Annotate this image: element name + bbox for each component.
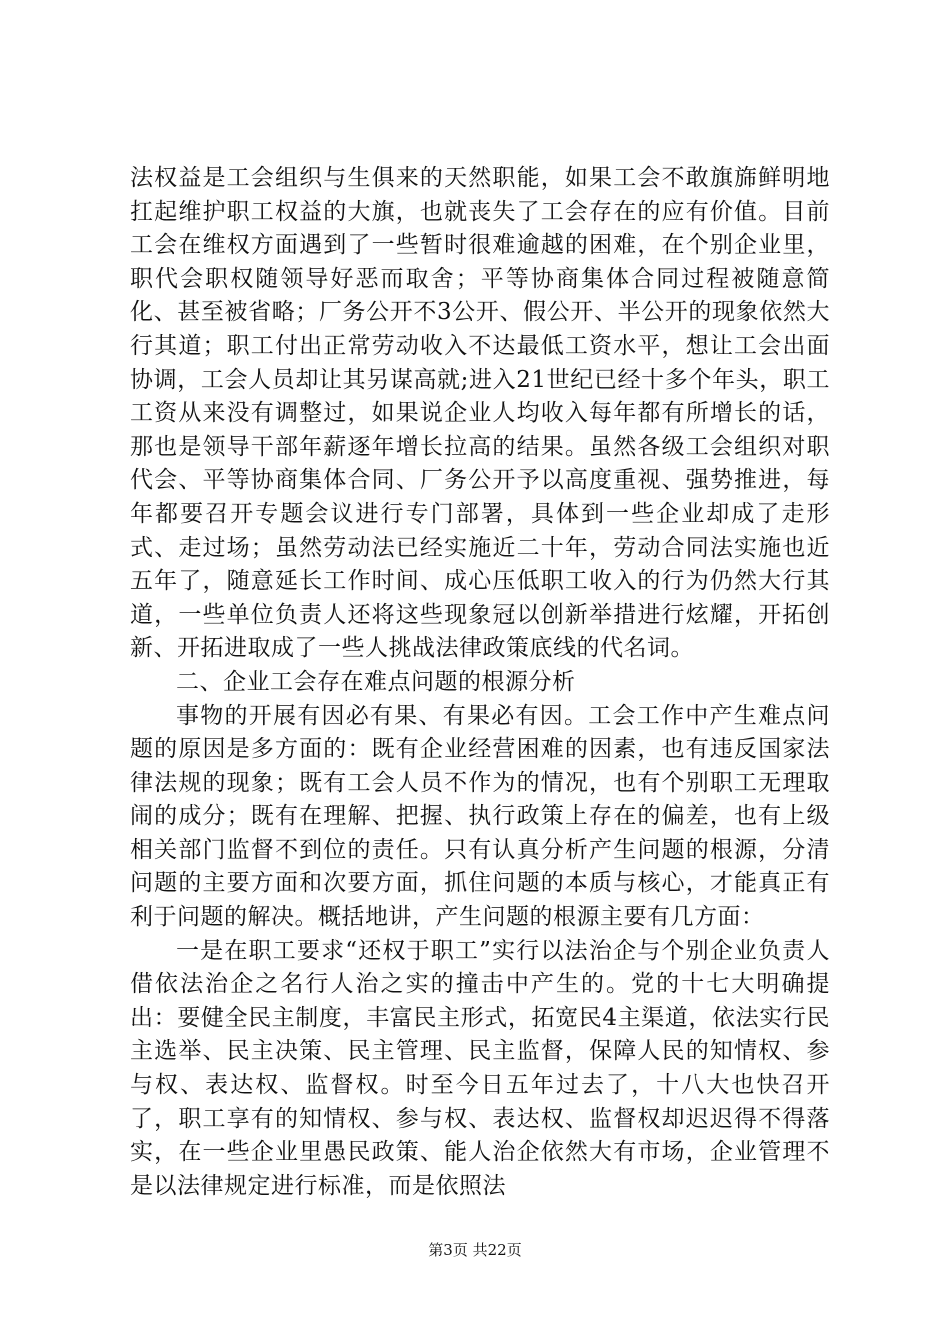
page-number-footer: 第3页 共22页 xyxy=(428,1241,522,1259)
section-heading: 二、企业工会存在难点问题的根源分析 xyxy=(176,668,576,695)
document-body xyxy=(130,162,830,1203)
body-paragraph: 事物的开展有因必有果、有果必有因。工会工作中产生难点问题的原因是多方面的：既有企业经营困难的因素，也有违反国家法律法规的现象；既有工会人员不作为的情况，也有个别职工无理取闹的成分；既有在理解、把握、执行政策上存在的偏差，也有上级相关部门监督不到位的责任。只有认真分析产生问题的根源，分清问题的主要方面和次要方面，抓住问题的本质与核心，才能真正有利于问题的解决。概括地讲，产生问题的根源主要有几方面： xyxy=(130,702,830,931)
body-paragraph: 法权益是工会组织与生俱来的天然职能，如果工会不敢旗旆鲜明地扛起维护职工权益的大旗，也就丧失了工会存在的应有价值。目前工会在维权方面遇到了一些暂时很难逾越的困难，在个别企业里，职代会职权随领导好恶而取舍；平等协商集体合同过程被随意简化、甚至被省略；厂务公开不3公开、假公开、半公开的现象依然大行其道；职工付出正常劳动收入不达最低工资水平，想让工会出面协调，工会人员却让其另谋高就;进入21世纪已经十多个年头，职工工资从来没有调整过，如果说企业人均收入每年都有所增长的话，那也是领导干部年薪逐年增长拉高的结果。虽然各级工会组织对职代会、平等协商集体合同、厂务公开予以高度重视、强势推进，每年都要召开专题会议进行专门部署，具体到一些企业却成了走形式、走过场；虽然劳动法已经实施近二十年，劳动合同法实施也近五年了，随意延长工作时间、成心压低职工收入的行为仍然大行其道，一些单位负责人还将这些现象冠以创新举措进行炫耀，开拓创新、开拓进取成了一些人挑战法律政策底线的代名词。 xyxy=(130,165,830,662)
body-paragraph: 一是在职工要求“还权于职工”实行以法治企与个别企业负责人借依法治企之名行人治之实的撞击中产生的。党的十七大明确提出：要健全民主制度，丰富民主形式，拓宽民4主渠道，依法实行民主选举、民主决策、民主管理、民主监督，保障人民的知情权、参与权、表达权、监督权。时至今日五年过去了，十八大也快召开了，职工享有的知情权、参与权、表达权、监督权却迟迟得不得落实，在一些企业里愚民政策、能人治企依然大有市场，企业管理不是以法律规定进行标准，而是依照法 xyxy=(130,937,830,1199)
